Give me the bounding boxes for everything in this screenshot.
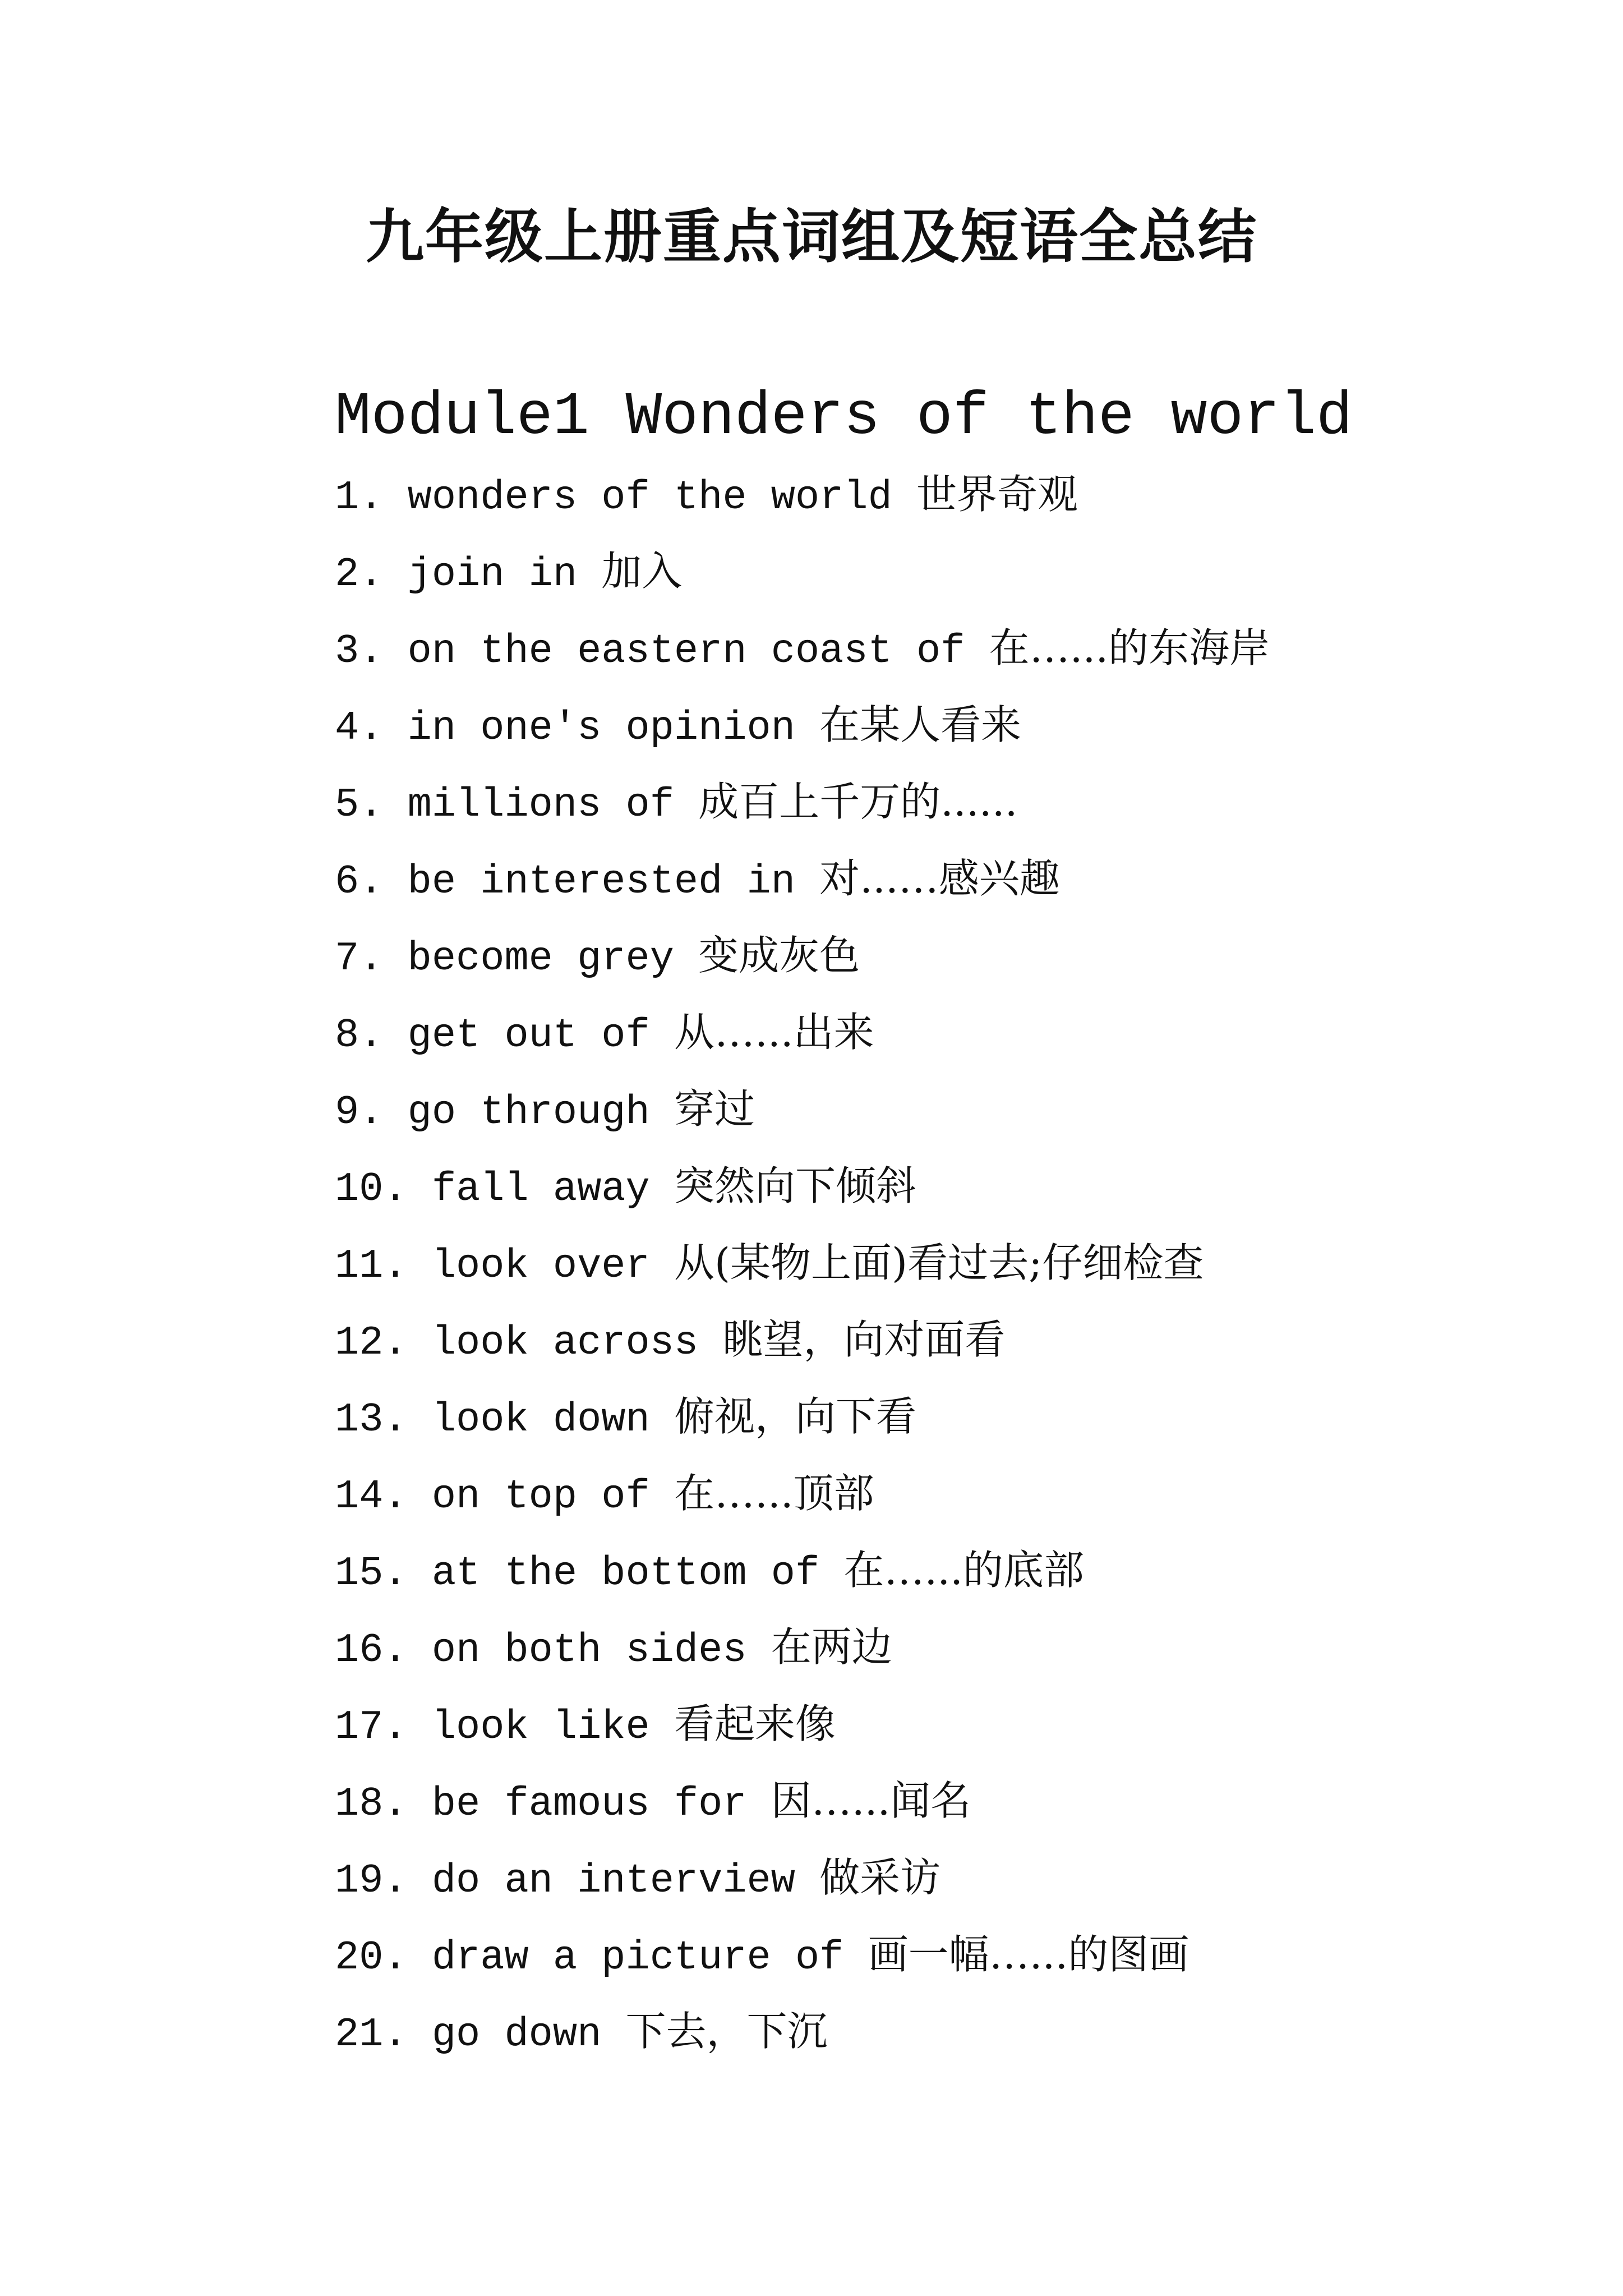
phrase-number: 12. bbox=[335, 1320, 408, 1366]
phrase-number: 15. bbox=[335, 1550, 408, 1596]
phrase-number: 7. bbox=[335, 936, 384, 982]
phrase-number: 4. bbox=[335, 705, 384, 751]
phrase-item bbox=[335, 917, 1513, 994]
phrase-list bbox=[335, 456, 1513, 2070]
phrase-chinese: 突然向下倾斜 bbox=[674, 1162, 916, 1209]
phrase-number: 11. bbox=[335, 1243, 408, 1289]
phrase-item bbox=[335, 1148, 1513, 1225]
phrase-english: join in bbox=[407, 551, 578, 597]
phrase-chinese: 世界奇观 bbox=[916, 471, 1078, 518]
phrase-english: look across bbox=[431, 1320, 699, 1366]
phrase-english: go down bbox=[431, 2012, 602, 2058]
phrase-english: on both sides bbox=[431, 1627, 747, 1673]
phrase-number: 16. bbox=[335, 1627, 408, 1673]
phrase-chinese: 在…...顶部 bbox=[674, 1470, 874, 1517]
phrase-english: in one's opinion bbox=[407, 705, 795, 751]
phrase-number: 14. bbox=[335, 1474, 408, 1520]
phrase-item bbox=[335, 1609, 1513, 1686]
phrase-english: look down bbox=[431, 1397, 650, 1443]
phrase-number: 20. bbox=[335, 1935, 408, 1981]
phrase-item bbox=[335, 1301, 1513, 1378]
phrase-number: 19. bbox=[335, 1858, 408, 1904]
phrase-chinese: 在某人看来 bbox=[819, 701, 1022, 748]
phrase-item bbox=[335, 1455, 1513, 1532]
page-title: 九年级上册重点词组及短语全总结 bbox=[365, 202, 1257, 271]
phrase-english: at the bottom of bbox=[431, 1550, 820, 1596]
phrase-chinese: 在…...的东海岸 bbox=[989, 624, 1270, 671]
phrase-english: go through bbox=[407, 1089, 650, 1135]
phrase-item bbox=[335, 994, 1513, 1071]
phrase-english: on top of bbox=[431, 1474, 650, 1520]
phrase-chinese: 加入 bbox=[601, 547, 683, 595]
phrase-item bbox=[335, 456, 1513, 533]
phrase-chinese: 成百上千万的...... bbox=[698, 778, 1018, 825]
phrase-english: be interested in bbox=[407, 859, 795, 905]
phrase-chinese: 画一幅…...的图画 bbox=[868, 1931, 1189, 1978]
phrase-number: 13. bbox=[335, 1397, 408, 1443]
phrase-chinese: 俯视，向下看 bbox=[674, 1393, 916, 1440]
phrase-item bbox=[335, 1071, 1513, 1148]
phrase-item bbox=[335, 1686, 1513, 1763]
phrase-chinese: 下去，下沉 bbox=[625, 2008, 828, 2055]
phrase-chinese: 看起来像 bbox=[674, 1700, 836, 1747]
phrase-item bbox=[335, 687, 1513, 763]
phrase-chinese: 从…...出来 bbox=[674, 1009, 874, 1056]
phrase-english: millions of bbox=[407, 782, 674, 828]
phrase-english: look over bbox=[431, 1243, 650, 1289]
phrase-number: 18. bbox=[335, 1781, 408, 1827]
phrase-chinese: 因…...闻名 bbox=[771, 1777, 971, 1824]
phrase-english: look like bbox=[431, 1704, 650, 1750]
phrase-number: 1. bbox=[335, 475, 384, 521]
phrase-item bbox=[335, 1993, 1513, 2070]
phrase-english: wonders of the world bbox=[407, 475, 892, 521]
phrase-item bbox=[335, 1378, 1513, 1455]
phrase-number: 10. bbox=[335, 1166, 408, 1212]
phrase-number: 3. bbox=[335, 628, 384, 674]
phrase-chinese: 从(某物上面)看过去;仔细检查 bbox=[674, 1239, 1204, 1286]
phrase-english: on the eastern coast of bbox=[407, 628, 965, 674]
phrase-item bbox=[335, 763, 1513, 840]
phrase-english: be famous for bbox=[431, 1781, 747, 1827]
phrase-english: get out of bbox=[407, 1013, 650, 1059]
phrase-item bbox=[335, 610, 1513, 687]
phrase-item bbox=[335, 1225, 1513, 1301]
phrase-chinese: 做采访 bbox=[819, 1854, 941, 1901]
phrase-number: 9. bbox=[335, 1089, 384, 1135]
module-heading: Module1 Wonders of the world bbox=[335, 383, 1353, 452]
document-body bbox=[335, 379, 1513, 2070]
phrase-item bbox=[335, 840, 1513, 917]
phrase-number: 2. bbox=[335, 551, 384, 597]
phrase-number: 6. bbox=[335, 859, 384, 905]
phrase-english: become grey bbox=[407, 936, 674, 982]
phrase-english: do an interview bbox=[431, 1858, 795, 1904]
phrase-chinese: 在…...的底部 bbox=[843, 1547, 1085, 1594]
phrase-english: fall away bbox=[431, 1166, 650, 1212]
phrase-number: 8. bbox=[335, 1013, 384, 1059]
phrase-chinese: 在两边 bbox=[771, 1623, 892, 1671]
phrase-chinese: 穿过 bbox=[674, 1085, 755, 1133]
phrase-number: 21. bbox=[335, 2012, 408, 2058]
phrase-chinese: 变成灰色 bbox=[698, 932, 860, 979]
phrase-chinese: 对...…感兴趣 bbox=[819, 855, 1060, 902]
phrase-chinese: 眺望，向对面看 bbox=[722, 1316, 1006, 1363]
phrase-item bbox=[335, 533, 1513, 610]
phrase-item bbox=[335, 1532, 1513, 1609]
phrase-item bbox=[335, 1763, 1513, 1839]
phrase-english: draw a picture of bbox=[431, 1935, 844, 1981]
phrase-number: 5. bbox=[335, 782, 384, 828]
phrase-item bbox=[335, 1839, 1513, 1916]
phrase-item bbox=[335, 1916, 1513, 1993]
phrase-number: 17. bbox=[335, 1704, 408, 1750]
